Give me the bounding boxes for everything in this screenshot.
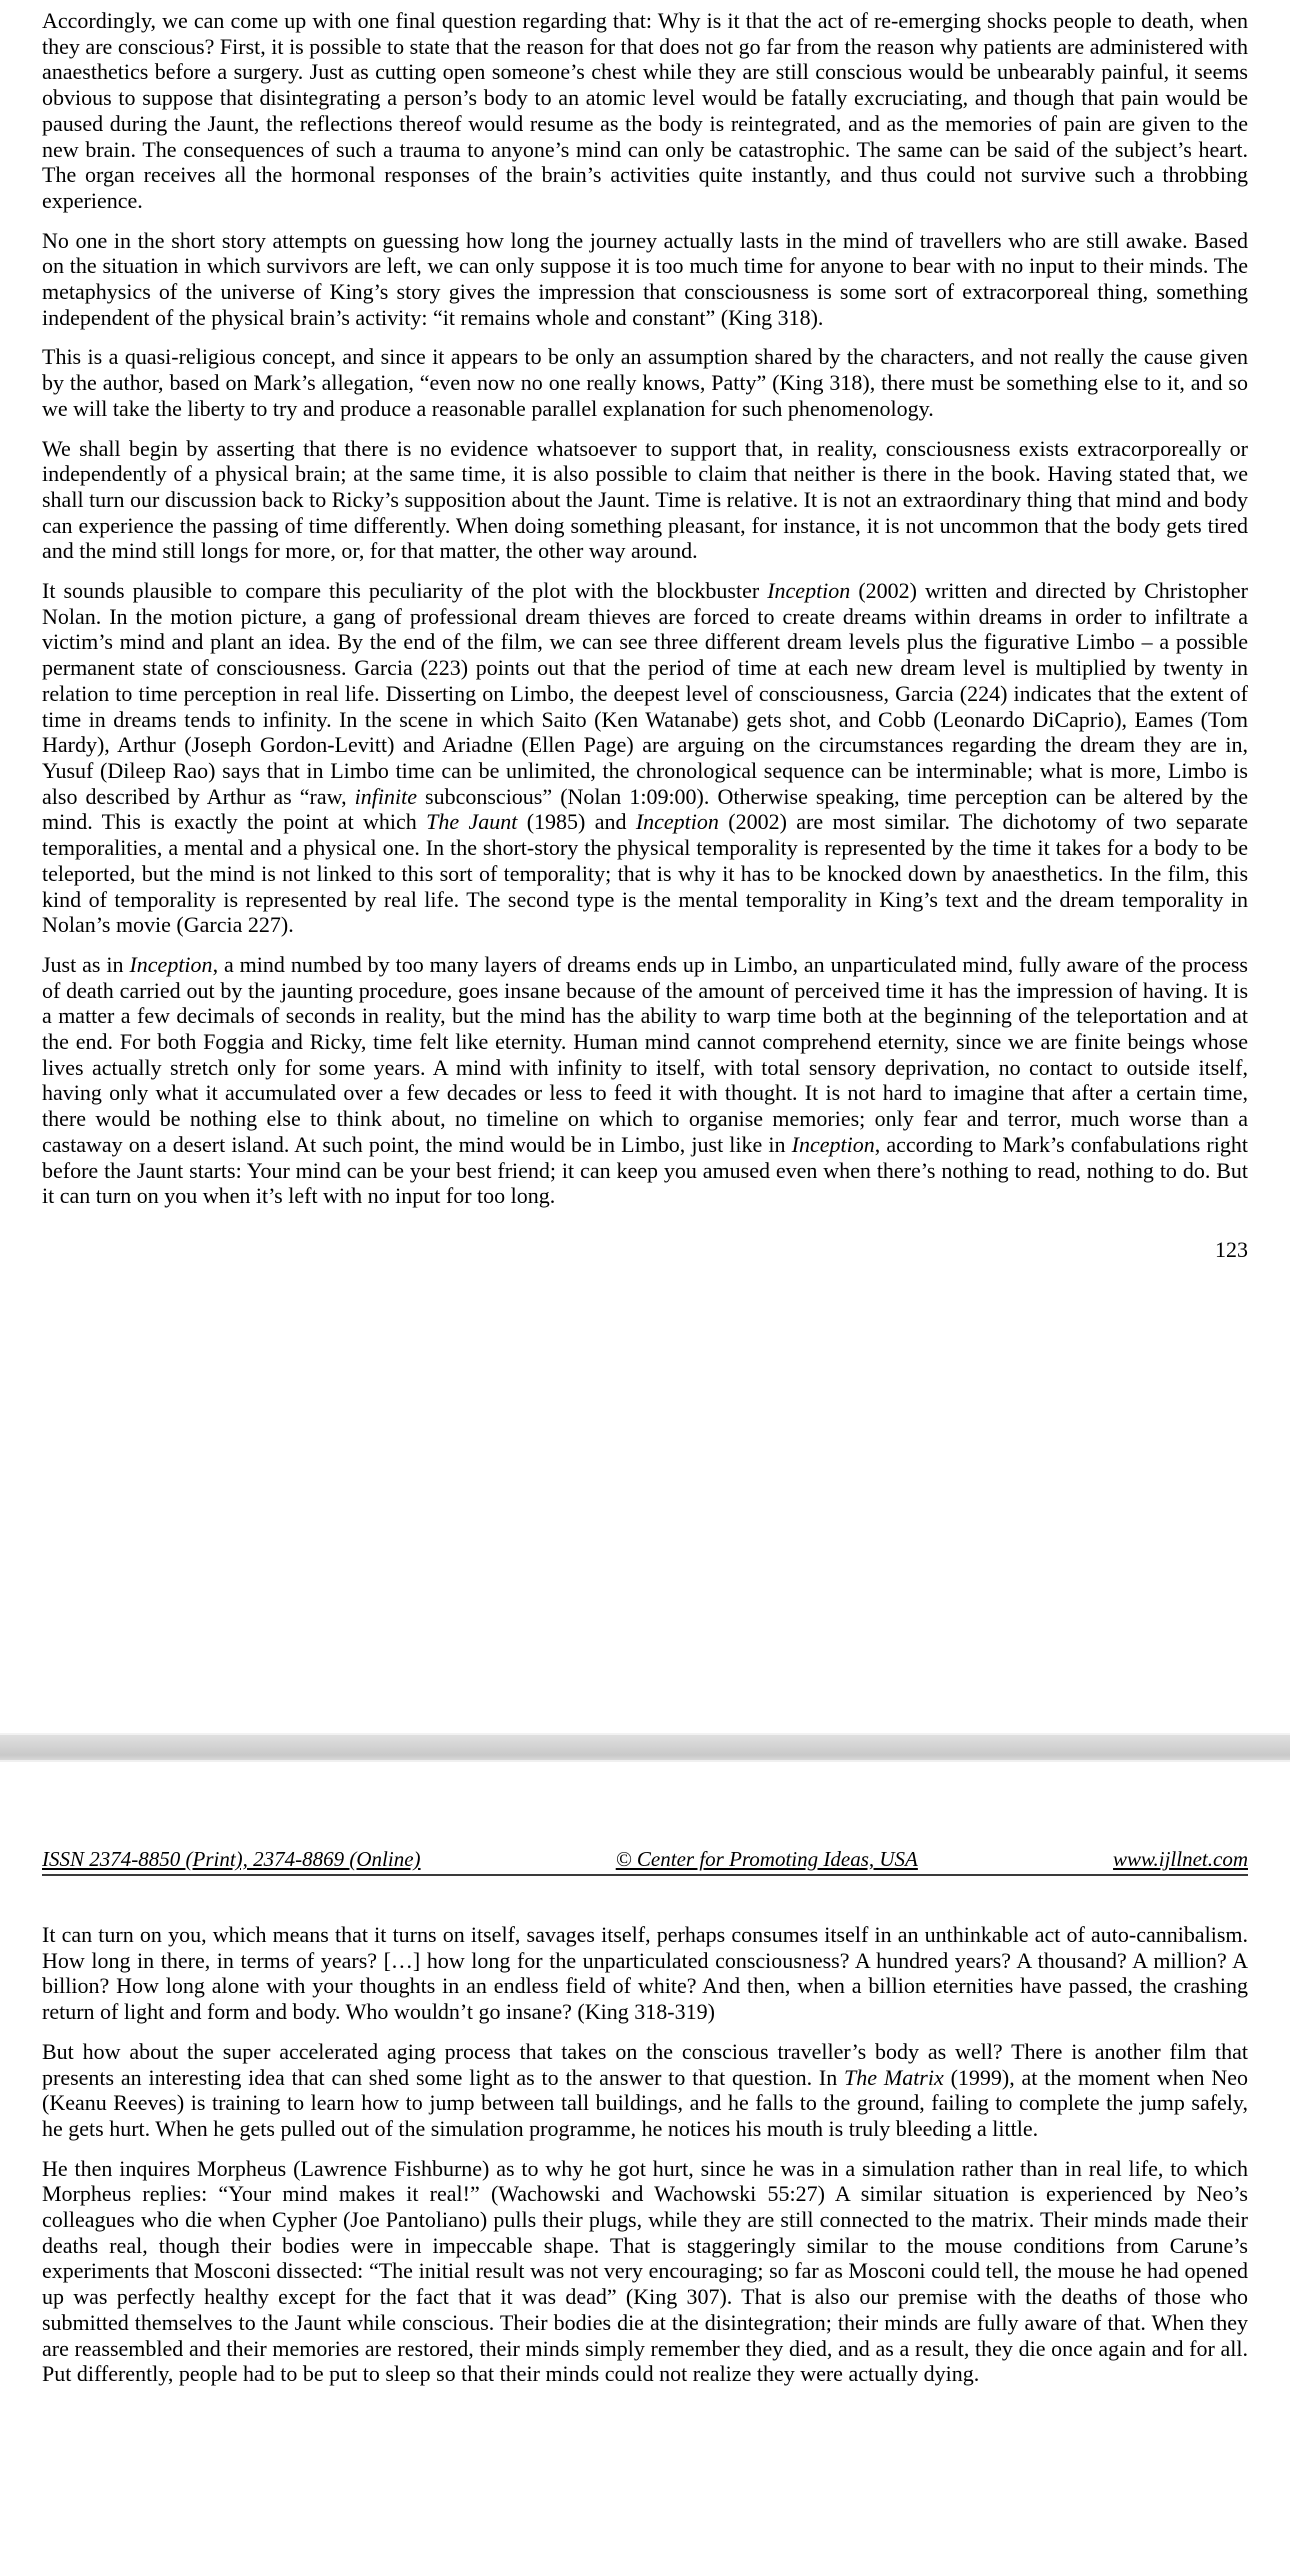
text-segment: Just as in	[42, 951, 130, 977]
text-segment: He then inquires Morpheus (Lawrence Fishburne) as to why he got hurt, since he was in a simulation rather than in real life, to which Morpheus replies: “Your mind makes it real!” (Wachowski and Wachowski 55:27) A similar situation is experienced by Neo’s colleagues who die when Cypher (Joe Pantoliano) pulls their plugs, while they are still connected to the matrix. Their minds made their deaths real, though their bodies were in impeccable shape. That is staggeringly similar to the mouse conditions from Carune’s experiments that Mosconi dissected: “The initial result was not very encouraging; so far as Mosconi could tell, the mouse he had opened up was perfectly healthy except for the fact that it was dead” (King 307). That is also our premise with the deaths of those who submitted themselves to the Jaunt while conscious. Their bodies die at the disintegration; their minds are fully aware of that. When they are reassembled and their memories are restored, their minds simply remember they died, and as a result, they die once again and for all. Put differently, people had to be put to sleep so that their minds could not realize they were actually dying.	[42, 2155, 1248, 2387]
text-segment: (1999), at the moment when Neo (Keanu Reeves) is training to learn how to jump between tall buildings, and he falls to the ground, failing to complete the jump safely, he gets hurt. When he gets pulled out of the simulation programme, he notices his mouth is truly bleeding a little.	[42, 2064, 1248, 2141]
paragraph	[42, 228, 1248, 331]
paragraph	[42, 344, 1248, 421]
text-segment: (2002) written and directed by Christopher Nolan. In the motion picture, a gang of professional dream thieves are forced to create dreams within dreams in order to infiltrate a victim’s mind and plant an idea. By the end of the film, we can see three different dream levels plus the figurative Limbo – a possible permanent state of consciousness. Garcia (223) points out that the period of time at each new dream level is multiplied by twenty in relation to time perception in real life. Disserting on Limbo, the deepest level of consciousness, Garcia (224) indicates that the extent of time in dreams tends to infinity. In the scene in which Saito (Ken Watanabe) gets shot, and Cobb (Leonardo DiCaprio), Eames (Tom Hardy), Arthur (Joseph Gordon-Levitt) and Ariadne (Ellen Page) are arguing on the circumstances regarding the dream they are in, Yusuf (Dileep Rao) says that in Limbo time can be unlimited, the chronological sequence can be interminable; what is more, Limbo is also described by Arthur as “raw,	[42, 578, 1248, 809]
text-segment: (1985) and	[517, 809, 636, 835]
text-segment: The Matrix	[844, 2064, 944, 2090]
website-text: www.ijllnet.com	[1113, 1847, 1248, 1871]
paragraph	[42, 2039, 1248, 2142]
page-124	[0, 1762, 1290, 2550]
text-segment: (2002) are most similar. The dichotomy of two separate temporalities, a mental and a physical one. In the short-story the physical temporality is represented by the time it takes for a body to be teleported, but the mind is not linked to this sort of temporality; that is why it has to be knocked down by anaesthetics. In the film, this kind of temporality is represented by real life. The second type is the mental temporality in King’s text and the dream temporality in Nolan’s movie (Garcia 227).	[42, 809, 1248, 938]
text-segment: infinite	[354, 783, 417, 809]
issn-text: ISSN 2374-8850 (Print), 2374-8869 (Online)	[42, 1847, 421, 1871]
page-124-text	[42, 1922, 1248, 2387]
text-segment: Inception	[791, 1131, 875, 1157]
paragraph	[42, 2156, 1248, 2387]
text-segment: Accordingly, we can come up with one final question regarding that: Why is it that the act of re-emerging shocks people to death, when they are conscious? First, it is possible to state that the reason for that does not go far from the reason why patients are administered with anaesthetics before a surgery. Just as cutting open someone’s chest while they are still conscious would be unbearably painful, it seems obvious to suppose that disintegrating a person’s body to an atomic level would be fatally excruciating, and though that pain would be paused during the Jaunt, the reflections thereof would resume as the body is reintegrated, and as the memories of pain are given to the new brain. The consequences of such a trauma to anyone’s mind can only be catastrophic. The same can be said of the subject’s heart. The organ receives all the hormonal responses of the brain’s activities quite instantly, and thus could not survive such a throbbing experience.	[42, 8, 1248, 213]
text-segment: We shall begin by asserting that there is no evidence whatsoever to support that, in reality, consciousness exists extracorporeally or independently of a physical brain; at the same time, it is also possible to claim that neither is there in the book. Having stated that, we shall turn our discussion back to Ricky’s supposition about the Jaunt. Time is relative. It is not an extraordinary thing that mind and body can experience the passing of time differently. When doing something pleasant, for instance, it is not uncommon that the body gets tired and the mind still longs for more, or, for that matter, the other way around.	[42, 435, 1248, 564]
text-segment: The Jaunt	[426, 809, 518, 835]
paragraph	[42, 578, 1248, 938]
paragraph	[42, 952, 1248, 1209]
text-segment: It sounds plausible to compare this peculiarity of the plot with the blockbuster	[42, 578, 768, 604]
text-segment: This is a quasi-religious concept, and since it appears to be only an assumption shared by the characters, and not really the cause given by the author, based on Mark’s allegation, “even now no one really knows, Patty” (King 318), there must be something else to it, and so we will take the liberty to try and produce a reasonable parallel explanation for such phenomenology.	[42, 344, 1248, 421]
text-segment: But how about the super accelerated aging process that takes on the conscious traveller’s body as well? There is another film that presents an interesting idea that can shed some light as to the answer to that question. In	[42, 2038, 1248, 2090]
text-segment: It can turn on you, which means that it turns on itself, savages itself, perhaps consumes itself in an unthinkable act of auto-cannibalism. How long in there, in terms of years? […] how long for the unparticulated consciousness? A hundred years? A thousand? A million? A billion? How long alone with your thoughts in an endless field of white? And then, when a billion eternities have passed, the crashing return of light and form and body. Who wouldn’t go insane? (King 318-319)	[42, 1922, 1248, 2025]
text-segment: Inception	[767, 578, 851, 604]
journal-header	[42, 1846, 1248, 1876]
text-segment: Inception	[129, 951, 213, 977]
page-123-text	[42, 8, 1248, 1223]
text-segment: subconscious” (Nolan 1:09:00). Otherwise speaking, time perception can be altered by the mind. This is exactly the point at which	[42, 783, 1248, 835]
publisher-text: © Center for Promoting Ideas, USA	[615, 1847, 918, 1871]
paragraph	[42, 8, 1248, 214]
text-segment: No one in the short story attempts on guessing how long the journey actually lasts in the mind of travellers who are still awake. Based on the situation in which survivors are left, we can only suppose it is too much time for anyone to bear with no input to their minds. The metaphysics of the universe of King’s story gives the impression that consciousness is some sort of extracorporeal thing, something independent of the physical brain’s activity: “it remains whole and constant” (King 318).	[42, 227, 1248, 330]
paragraph	[42, 1922, 1248, 2025]
page-number: 123	[1215, 1236, 1248, 1262]
page-separator	[0, 1733, 1290, 1762]
paragraph	[42, 436, 1248, 565]
text-segment: , a mind numbed by too many layers of dreams ends up in Limbo, an unparticulated mind, fully aware of the process of death carried out by the jaunting procedure, goes insane because of the amount of perceived time it has the impression of having. It is a matter a few decimals of seconds in reality, but the mind has the ability to warp time both at the beginning of the teleportation and at the end. For both Foggia and Ricky, time felt like eternity. Human mind cannot comprehend eternity, since we are finite beings whose lives actually stretch only for some years. A mind with infinity to itself, with total sensory deprivation, no contact to outside itself, having only what it accumulated over a few decades or less to feed it with thought. It is not hard to imagine that after a certain time, there would be nothing else to think about, no timeline on which to organise memories; only fear and terror, much worse than a castaway on a desert island. At such point, the mind would be in Limbo, just like in	[42, 951, 1248, 1157]
text-segment: , according to Mark’s confabulations right before the Jaunt starts: Your mind can be your best friend; it can keep you amused even when there’s nothing to read, nothing to do. But it can turn on you when it’s left with no input for too long.	[42, 1131, 1248, 1209]
text-segment: Inception	[635, 809, 719, 835]
